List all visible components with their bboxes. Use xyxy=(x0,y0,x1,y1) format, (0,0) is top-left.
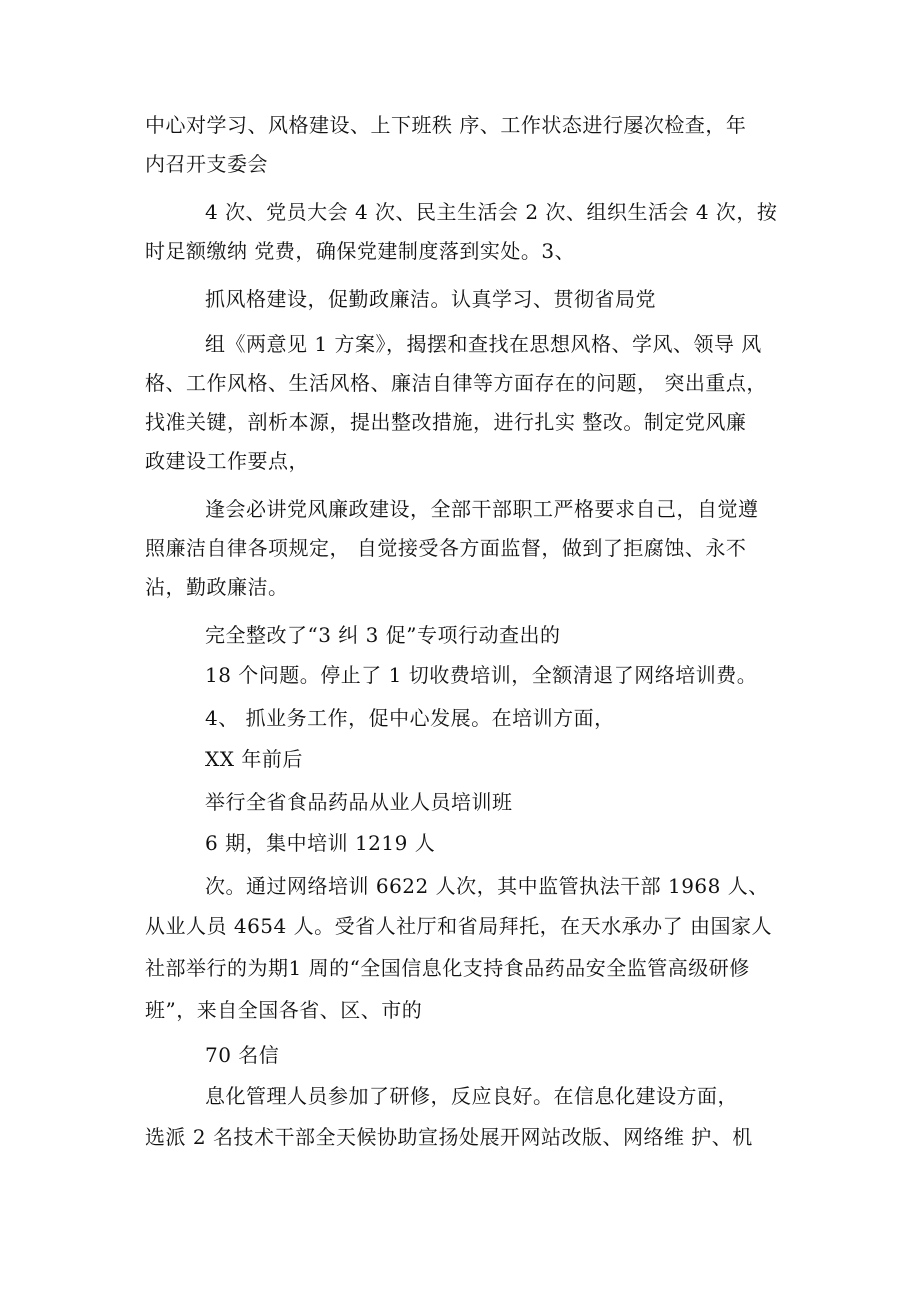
text-line: 6 期，集中培训 1219 人 xyxy=(205,831,436,855)
text-line: 内召开支委会 xyxy=(145,152,268,176)
text-line: 格、工作风格、生活风格、廉洁自律等方面存在的问题， 突出重点， xyxy=(145,371,767,395)
text-line: 社部举行的为期1 周的“全国信息化支持食品药品安全监管高级研修 xyxy=(145,956,750,980)
text-line: 18 个问题。停止了 1 切收费培训，全额清退了网络培训费。 xyxy=(205,663,758,687)
text-line: 沾，勤政廉洁。 xyxy=(145,575,289,599)
text-line: 组《两意见 1 方案》，揭摆和查找在思想风格、学风、领导 风 xyxy=(205,332,762,356)
text-line: 班”，来自全国各省、区、市的 xyxy=(145,998,423,1022)
text-line: 照廉洁自律各项规定， 自觉接受各方面监督，做到了拒腐蚀、永不 xyxy=(145,536,747,560)
text-line: 选派 2 名技术干部全天候协助宣扬处展开网站改版、网络维 护、机 xyxy=(145,1125,753,1149)
text-line: 从业人员 4654 人。受省人社厅和省局拜托，在天水承办了 由国家人 xyxy=(145,914,772,938)
text-line: 政建设工作要点， xyxy=(145,449,309,473)
text-line: 举行全省食品药品从业人员培训班 xyxy=(205,790,513,814)
text-line: 找准关键，剖析本源，提出整改措施，进行扎实 整改。制定党风廉 xyxy=(145,410,747,434)
text-line: 时足额缴纳 党费，确保党建制度落到实处。3、 xyxy=(145,239,576,263)
text-line: 70 名信 xyxy=(205,1043,280,1067)
text-line: 抓风格建设，促勤政廉洁。认真学习、贯彻省局党 xyxy=(205,287,656,311)
text-line: 中心对学习、风格建设、上下班秩 序、工作状态进行屡次检查，年 xyxy=(145,113,747,137)
text-line: 次。通过网络培训 6622 人次，其中监管执法干部 1968 人、 xyxy=(205,874,769,898)
text-line: 4 次、党员大会 4 次、民主生活会 2 次、组织生活会 4 次，按 xyxy=(205,200,778,224)
text-line: 息化管理人员参加了研修，反应良好。在信息化建设方面， xyxy=(205,1084,738,1108)
text-line: XX 年前后 xyxy=(205,747,303,771)
text-line: 4、 抓业务工作，促中心发展。在培训方面， xyxy=(205,706,615,730)
text-line: 逢会必讲党风廉政建设，全部干部职工严格要求自己，自觉遵 xyxy=(205,497,759,521)
text-line: 完全整改了“3 纠 3 促”专项行动查出的 xyxy=(205,623,561,647)
